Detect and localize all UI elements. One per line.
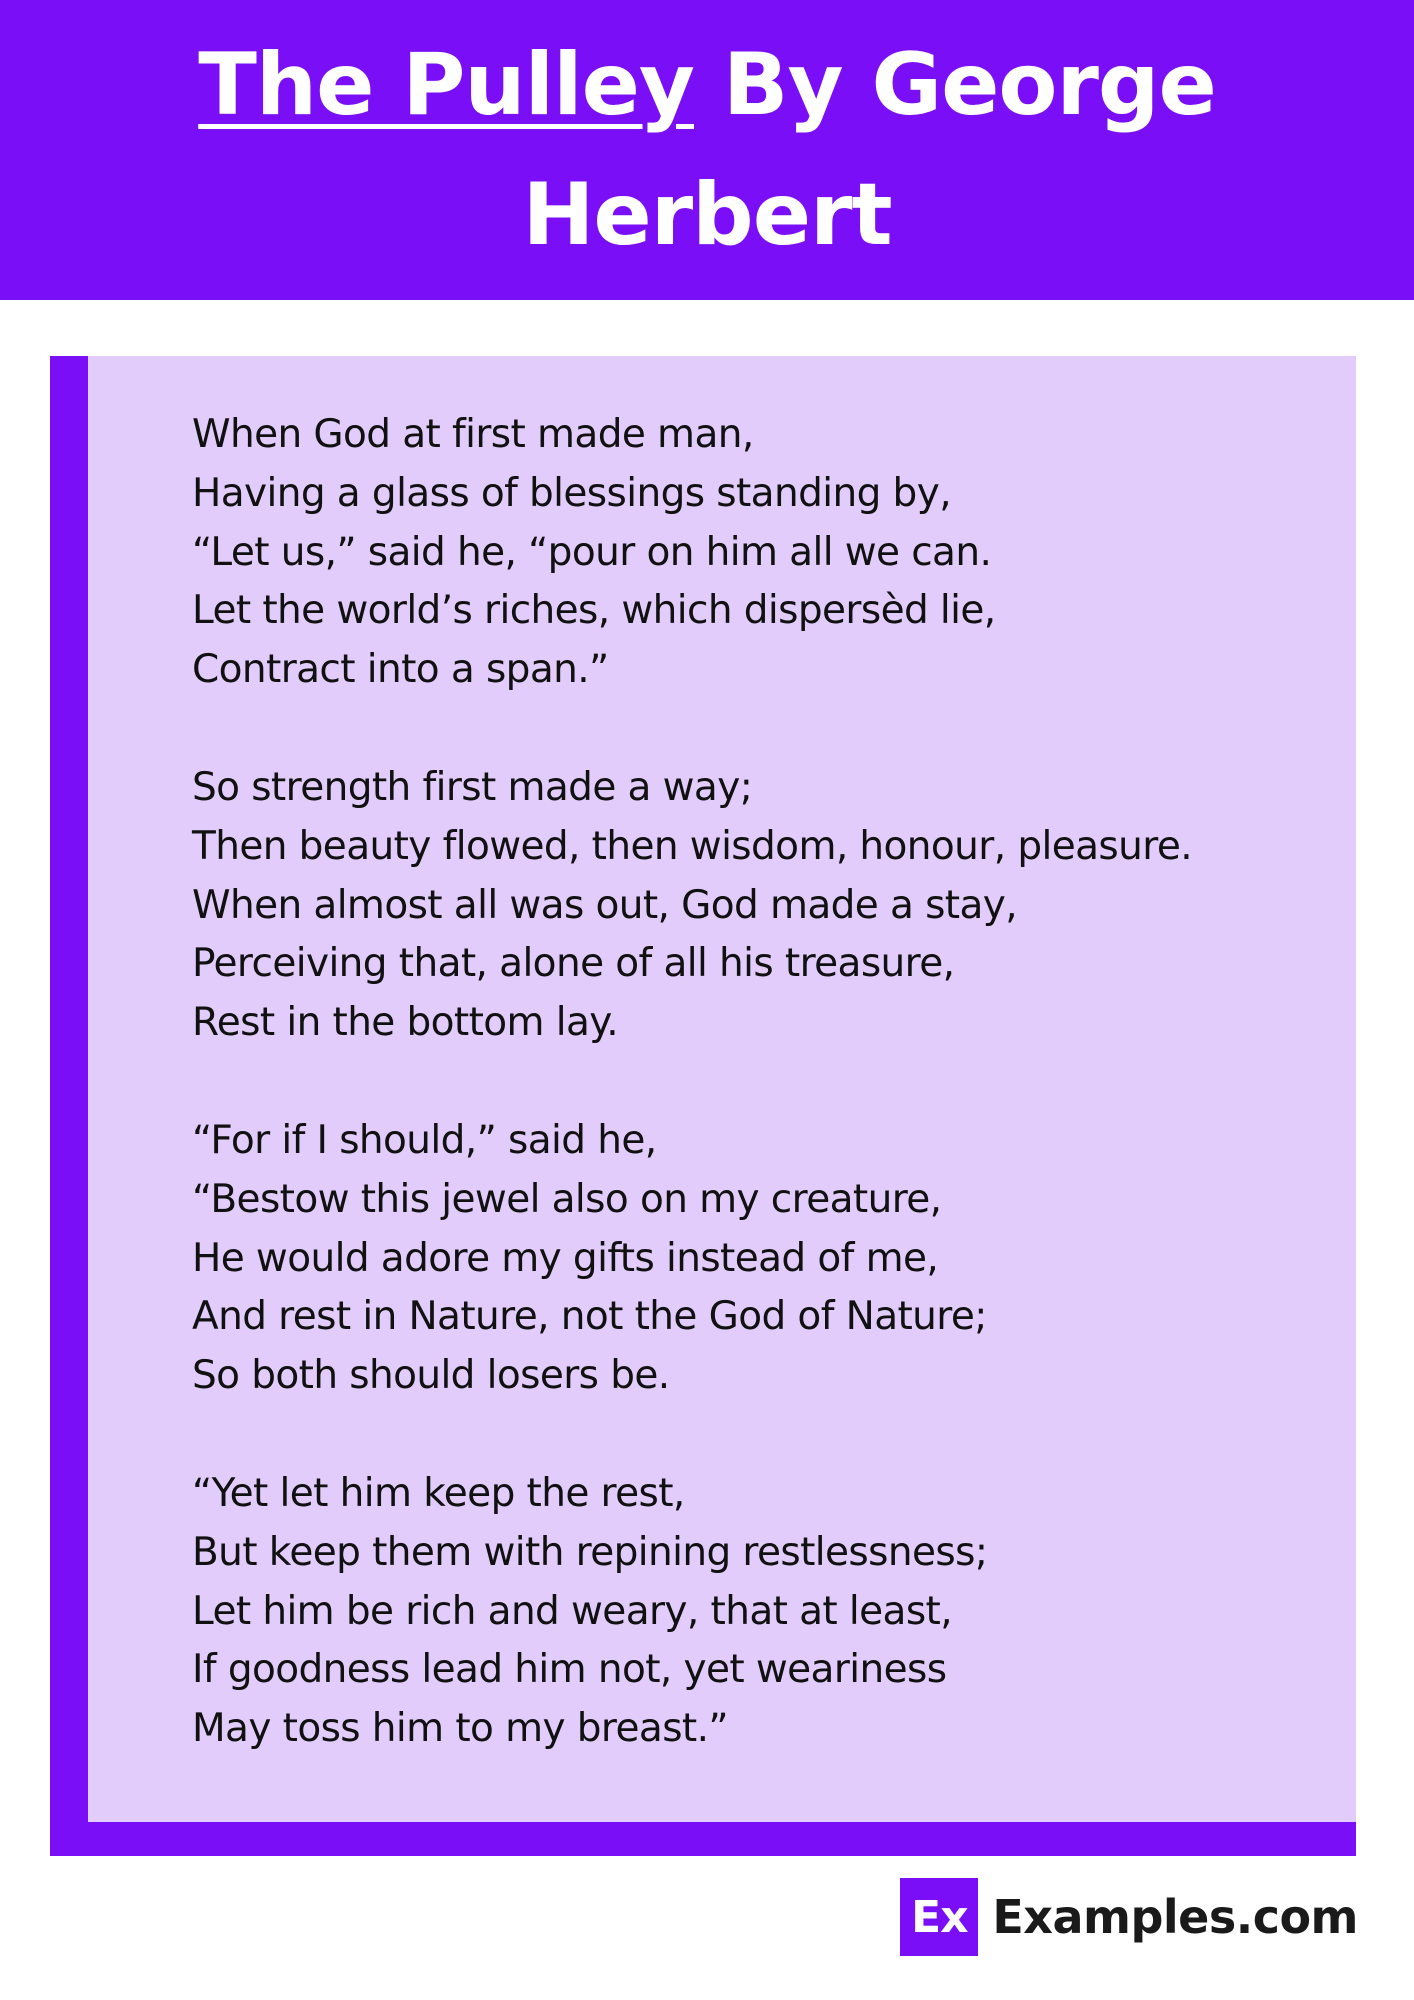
- poem-line: Rest in the bottom lay.: [192, 1000, 618, 1046]
- poem-line: “For if I should,” said he,: [192, 1118, 657, 1163]
- stanza-3: [192, 1112, 987, 1406]
- stanza-1: [192, 406, 996, 700]
- poem-line: When God at first made man,: [192, 412, 754, 457]
- page-title: [157, 20, 1257, 280]
- poem-container: [50, 356, 1356, 1856]
- poem-line: “Bestow this jewel also on my creature,: [192, 1176, 942, 1222]
- poem-line: “Let us,” said he, “pour on him all we can.: [192, 529, 992, 575]
- stanza-2: [192, 759, 1192, 1053]
- poem-line: And rest in Nature, not the God of Nature;: [192, 1294, 987, 1340]
- poem-line: Let him be rich and weary, that at least,: [192, 1588, 953, 1634]
- page-header: [0, 0, 1414, 300]
- poem-line: Having a glass of blessings standing by,: [192, 470, 951, 516]
- poem-line: But keep them with repining restlessness;: [192, 1529, 988, 1575]
- title-link[interactable]: The Pulley: [198, 35, 694, 135]
- poem-line: So both should losers be.: [192, 1353, 670, 1399]
- poem-line: When almost all was out, God made a stay,: [192, 882, 1018, 928]
- brand-logo[interactable]: [900, 1878, 1358, 1956]
- poem-line: Let the world’s riches, which dispersèd lie,: [192, 588, 996, 634]
- poem-panel: [88, 356, 1356, 1822]
- poem-line: Contract into a span.”: [192, 647, 609, 693]
- poem-line: “Yet let him keep the rest,: [192, 1471, 685, 1516]
- poem-line: Then beauty flowed, then wisdom, honour, pleasure.: [192, 823, 1193, 869]
- brand-name: Examples.com: [992, 1890, 1358, 1944]
- title-author: By George Herbert: [522, 35, 1216, 265]
- stanza-4: [192, 1465, 987, 1759]
- poem-line: Perceiving that, alone of all his treasure,: [192, 941, 955, 987]
- poem-line: So strength first made a way;: [192, 765, 753, 810]
- poem-line: If goodness lead him not, yet weariness: [192, 1647, 947, 1693]
- poem-line: May toss him to my breast.”: [192, 1706, 729, 1752]
- logo-badge: Ex: [900, 1878, 978, 1956]
- poem-line: He would adore my gifts instead of me,: [192, 1235, 939, 1281]
